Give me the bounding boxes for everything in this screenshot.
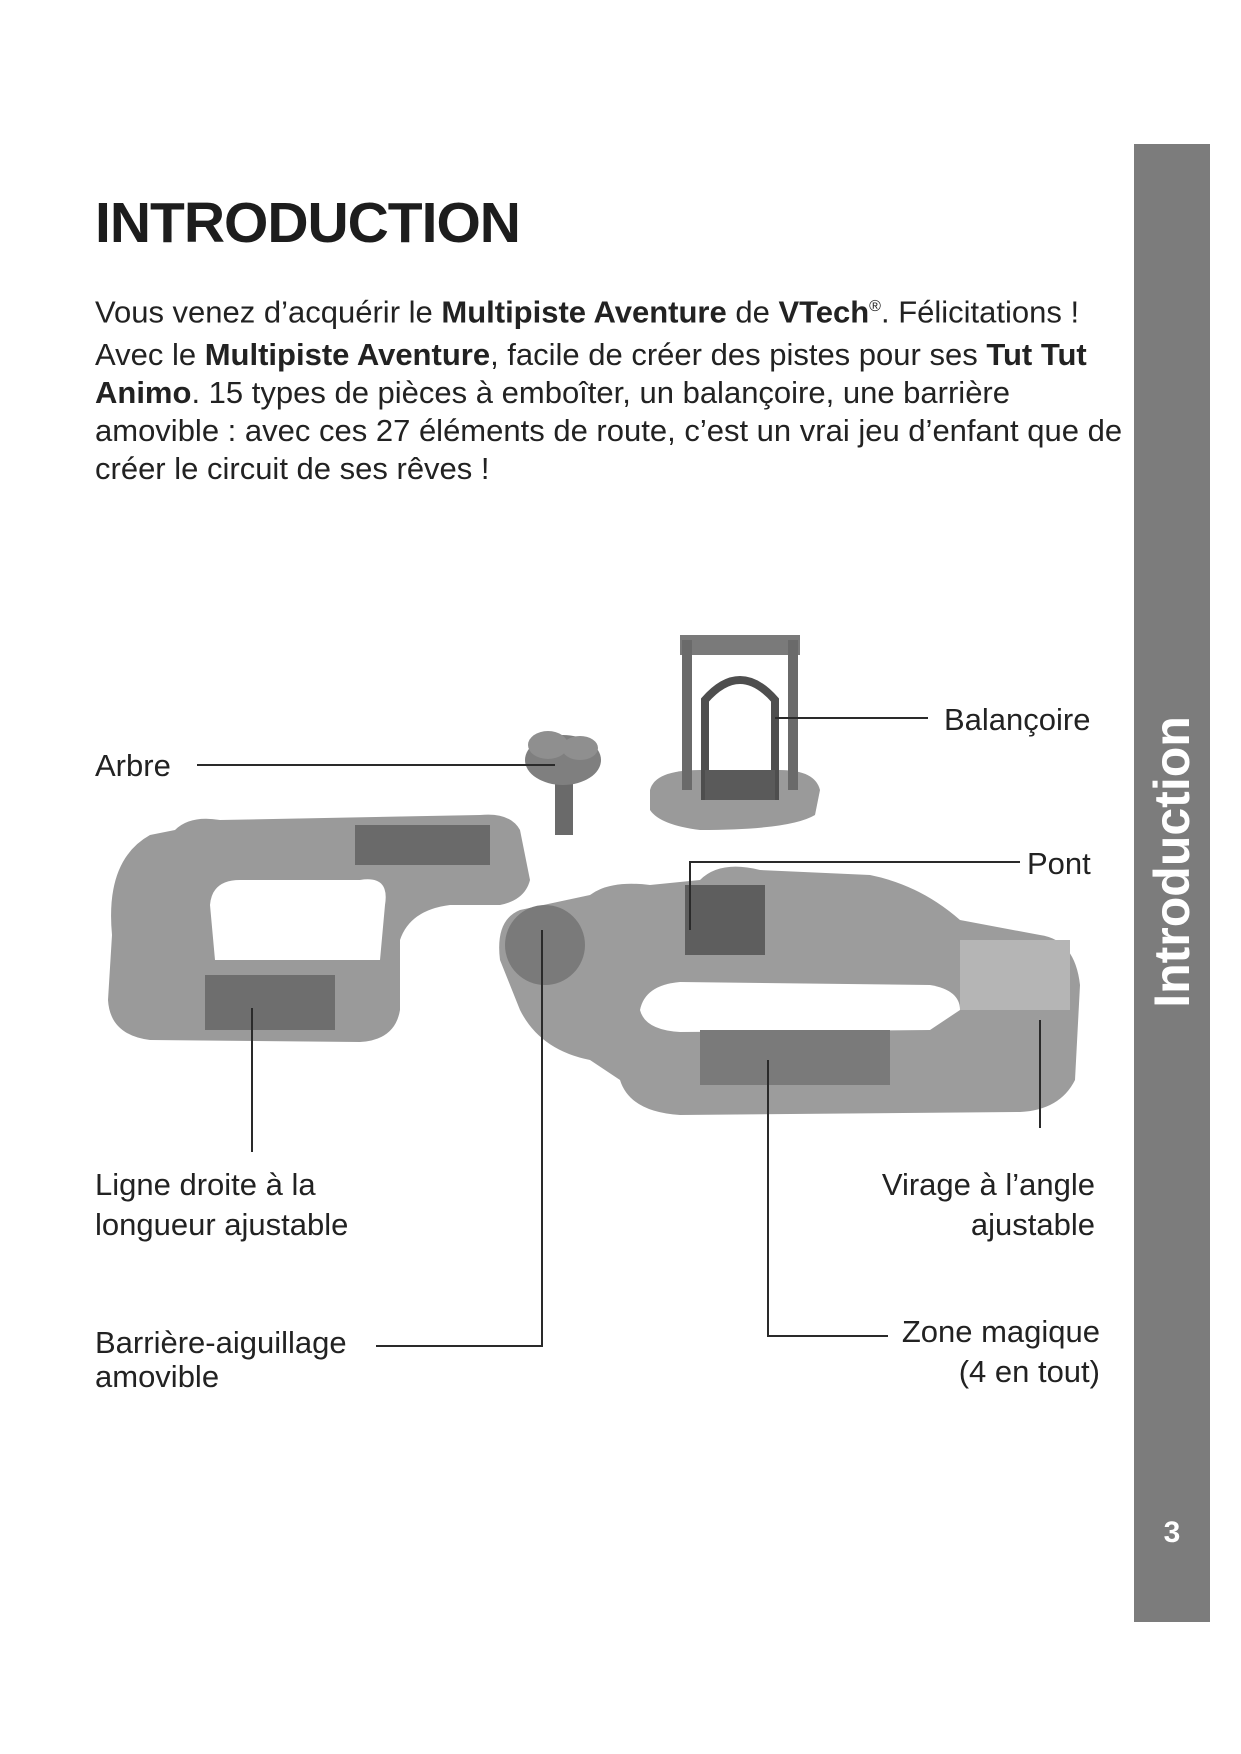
page-number: 3 [1163, 1516, 1181, 1549]
tree-illustration [525, 731, 601, 835]
callout-zone-line-2: (4 en tout) [958, 1354, 1100, 1389]
straight-track-piece [205, 975, 335, 1030]
intro-p2-c: , facile de créer des pistes pour ses [490, 337, 987, 372]
intro-p2-e: . 15 types de pièces à emboîter, un balançoire, une barrière amovible : avec ces 27 éléments de route, c’est un vrai jeu d’enfant que de créer le circuit de ses rêves ! [95, 375, 1123, 486]
side-tab-label: Introduction [1144, 716, 1200, 1008]
callout-virage [780, 1165, 1095, 1245]
callout-ligne-line-2: longueur ajustable [95, 1207, 349, 1242]
product-name: Multipiste Aventure [441, 294, 727, 330]
callout-virage-line-1: Virage à l’angle [881, 1167, 1095, 1202]
intro-p2-a: Avec le [95, 337, 205, 372]
callout-balancoire: Balançoire [944, 702, 1091, 737]
callout-zone-line-1: Zone magique [901, 1314, 1100, 1349]
callout-virage-line-2: ajustable [970, 1207, 1095, 1242]
callout-barriere-line-2: amovible [95, 1359, 220, 1394]
callout-barriere-line-1: Barrière-aiguillage [95, 1325, 347, 1360]
track-left-loop [108, 815, 530, 1042]
barrier-piece [505, 905, 585, 985]
brand-name: VTech [778, 294, 870, 330]
callout-arbre: Arbre [95, 748, 171, 783]
swing-illustration [650, 635, 820, 830]
track-right-loop [499, 867, 1080, 1115]
callout-zone-magique [860, 1312, 1100, 1392]
intro-p1-c: de [726, 294, 779, 330]
product-line-name: Tut Tut Animo [95, 337, 1087, 410]
intro-p1-e: . Félicitations ! [880, 294, 1080, 330]
bridge-piece [685, 885, 765, 955]
registered-mark: ® [869, 298, 881, 315]
callout-ligne-droite [95, 1165, 348, 1245]
callout-pont: Pont [1027, 846, 1091, 881]
page-title: INTRODUCTION [95, 191, 520, 255]
magic-zone-piece [700, 1030, 890, 1085]
callout-ligne-line-1: Ligne droite à la [95, 1167, 316, 1202]
callout-barriere [95, 1326, 347, 1394]
product-name-2: Multipiste Aventure [204, 337, 491, 372]
intro-p1-a: Vous venez d’acquérir le [95, 294, 442, 330]
